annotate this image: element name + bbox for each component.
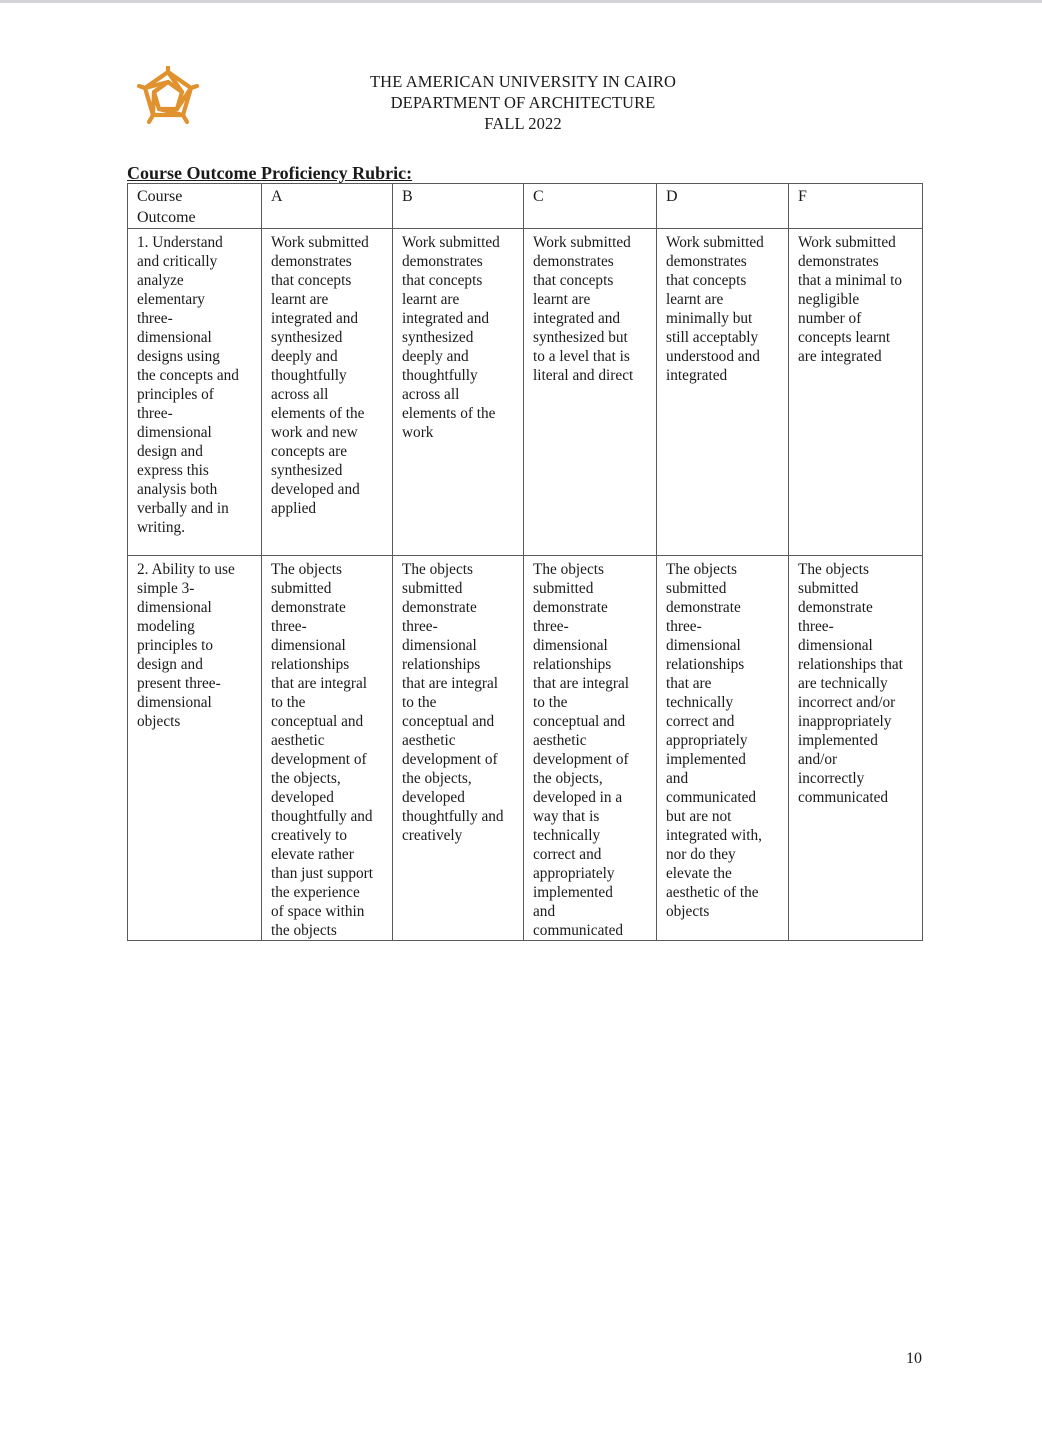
column-header-d: D <box>657 184 789 229</box>
outcome-cell: 2. Ability to use simple 3- dimensional modeling principles to design and present three- dimensional objects <box>128 556 262 941</box>
department-name: DEPARTMENT OF ARCHITECTURE <box>390 93 656 112</box>
grade-d-cell: The objects submitted demonstrate three- dimensional relationships that are technically correct and appropriately implemented and communicated but are not integrated with, nor do they elevate the aesthetic of the objects <box>657 556 789 941</box>
column-header-c: C <box>524 184 657 229</box>
table-row <box>128 229 923 556</box>
page-number: 10 <box>906 1350 922 1367</box>
column-header-course-outcome: Course Outcome <box>128 184 262 229</box>
column-header-a: A <box>262 184 393 229</box>
grade-a-cell: Work submitted demonstrates that concepts learnt are integrated and synthesized deeply and thoughtfully across all elements of the work and new concepts are synthesized developed and applied <box>262 229 393 556</box>
grade-c-cell: Work submitted demonstrates that concepts learnt are integrated and synthesized but to a level that is literal and direct <box>524 229 657 556</box>
auc-star-logo-icon <box>136 66 200 126</box>
rubric-table <box>127 183 923 941</box>
grade-c-cell: The objects submitted demonstrate three- dimensional relationships that are integral to the conceptual and aesthetic development of the objects, developed in a way that is technically correct and appropriately implemented and communicated <box>524 556 657 941</box>
column-header-b: B <box>393 184 524 229</box>
grade-f-cell: The objects submitted demonstrate three- dimensional relationships that are technically incorrect and/or inappropriately implemented and/or incorrectly communicated <box>789 556 923 941</box>
table-row <box>128 556 923 941</box>
document-header <box>300 71 746 134</box>
column-header-f: F <box>789 184 923 229</box>
grade-b-cell: The objects submitted demonstrate three- dimensional relationships that are integral to the conceptual and aesthetic development of the objects, developed thoughtfully and creatively <box>393 556 524 941</box>
outcome-cell: 1. Understand and critically analyze elementary three- dimensional designs using the concepts and principles of three- dimensional design and express this analysis both verbally and in writing. <box>128 229 262 556</box>
grade-d-cell: Work submitted demonstrates that concepts learnt are minimally but still acceptably understood and integrated <box>657 229 789 556</box>
top-rule <box>0 0 1042 3</box>
institution-name: THE AMERICAN UNIVERSITY IN CAIRO <box>370 72 676 91</box>
term: FALL 2022 <box>484 114 562 133</box>
table-header-row <box>128 184 923 229</box>
rubric-title: Course Outcome Proficiency Rubric: <box>127 163 413 183</box>
grade-f-cell: Work submitted demonstrates that a minimal to negligible number of concepts learnt are integrated <box>789 229 923 556</box>
grade-a-cell: The objects submitted demonstrate three- dimensional relationships that are integral to the conceptual and aesthetic development of the objects, developed thoughtfully and creatively to elevate rather than just support the experience of space within the objects <box>262 556 393 941</box>
grade-b-cell: Work submitted demonstrates that concepts learnt are integrated and synthesized deeply and thoughtfully across all elements of the work <box>393 229 524 556</box>
